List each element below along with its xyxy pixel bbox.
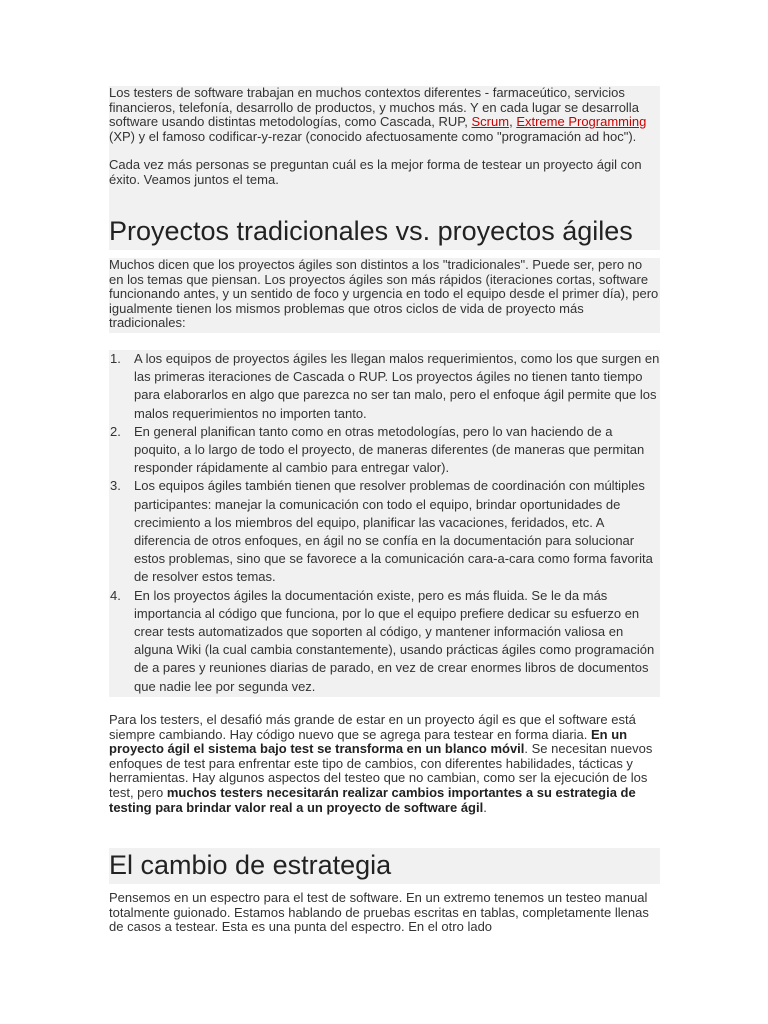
list-item-text: En los proyectos ágiles la documentación existe, pero es más fluida. Se le da más importancia al código que funciona, por lo que el equipo prefiere dedicar su esfuerzo en crear tests automatizados que soporten al código, y mantener información valiosa en alguna Wiki (la cual cambia constantemente), usando prácticas ágiles como programación de a pares y reuniones diarias de parado, en vez de crear enormes libros de documentos que nadie lee por segunda vez. xyxy=(134,587,655,694)
testers-bold-a: En un proyecto ágil el sistema bajo test se transforma en un blanco móvil xyxy=(109,726,628,757)
steps-list-item xyxy=(109,350,660,423)
section1-heading-block xyxy=(109,210,660,250)
steps-list xyxy=(109,350,660,696)
section1-paragraph: Muchos dicen que los proyectos ágiles son distintos a los "tradicionales". Puede ser, pero no en los temas que piensan. Los proyectos ágiles son más rápidos (iteraciones cortas, software funcionando antes, y un sentido de foco y urgencia en todo el equipo desde el primer día), pero igualmente tienen los mismos problemas que otros ciclos de vida de proyecto más tradicionales: xyxy=(109,257,659,331)
list-item-number: 4. xyxy=(110,587,121,603)
steps-list-item xyxy=(109,587,660,696)
testers-paragraph xyxy=(109,713,660,815)
testers-text-c: . xyxy=(483,799,487,815)
section1-intro-block xyxy=(109,258,660,333)
testers-text-b: . Se necesitan nuevos enfoques de test para enfrentar este tipo de cambios, con diferentes habilidades, tácticas y herramientas. Hay algunos aspectos del testeo que no cambian, como ser la ejecución de los test, pero xyxy=(109,741,653,800)
intro-question-paragraph: Cada vez más personas se preguntan cuál es la mejor forma de testear un proyecto ágil con éxito. Veamos juntos el tema. xyxy=(109,157,642,187)
scrum-link[interactable]: Scrum xyxy=(471,114,510,130)
list-item-text: En general planifican tanto como en otras metodologías, pero lo van haciendo de a poquito, a lo largo de todo el proyecto, de maneras diferentes (de maneras que permitan responder rápidamente al cambio para entregar valor). xyxy=(134,423,645,476)
intro-paragraph xyxy=(109,86,660,144)
section1-heading: Proyectos tradicionales vs. proyectos ágiles xyxy=(109,216,633,246)
list-item-number: 2. xyxy=(110,423,121,439)
list-item-text: A los equipos de proyectos ágiles les llegan malos requerimientos, como los que surgen en las primeras iteraciones de Cascada o RUP. Los proyectos ágiles no tienen tanto tiempo para elaborarlos en algo que parezca no ser tan malo, pero el enfoque ágil permite que los malos requerimientos no importen tanto. xyxy=(134,351,660,421)
intro-text-b: (XP) y el famoso codificar-y-rezar (conocido afectuosamente como "programación ad hoc"). xyxy=(109,128,637,144)
section2-heading: El cambio de estrategia xyxy=(109,850,392,880)
section2-paragraph: Pensemos en un espectro para el test de software. En un extremo tenemos un testeo manual totalmente guionado. Estamos hablando de pruebas escritas en tablas, completamente llenas de casos a testear. Esta es una punta del espectro. En el otro lado xyxy=(109,891,649,935)
steps-block xyxy=(109,350,660,697)
list-item-number: 1. xyxy=(110,351,121,366)
intro-separator: , xyxy=(509,114,517,130)
list-item-number: 3. xyxy=(110,478,121,494)
steps-list-item xyxy=(109,423,660,478)
section2-intro-block xyxy=(109,891,660,935)
list-item-text: Los equipos ágiles también tienen que resolver problemas de coordinación con múltiples participantes: manejar la comunicación con todo el equipo, brindar oportunidades de crecimiento a los miembros del equipo, planificar las vacaciones, feridados, etc. A diferencia de otros enfoques, en ágil no se confía en la documentación para solucionar estos problemas, sino que se favorece a la comunicación cara-a-cara como forma favorita de resolver estos temas. xyxy=(134,478,653,585)
extreme-programming-link[interactable]: Extreme Programming xyxy=(516,114,647,130)
testers-block xyxy=(109,713,660,815)
intro-text-a: Los testers de software trabajan en muchos contextos diferentes - farmaceútico, servicios financieros, telefonía, desarrollo de productos, y muchos más. Y en cada lugar se desarrolla software usando distintas metodologías, como Cascada, RUP, xyxy=(109,85,639,130)
intro-block xyxy=(109,86,660,210)
steps-list-item xyxy=(109,477,660,586)
testers-bold-b: muchos testers necesitarán realizar cambios importantes a su estrategia de testing para brindar valor real a un proyecto de software ágil xyxy=(109,784,636,815)
section2-heading-block xyxy=(109,848,660,884)
testers-text-a: Para los testers, el desafió más grande de estar en un proyecto ágil es que el software está siempre cambiando. Hay código nuevo que se agrega para testear en forma diaria. xyxy=(109,712,636,742)
